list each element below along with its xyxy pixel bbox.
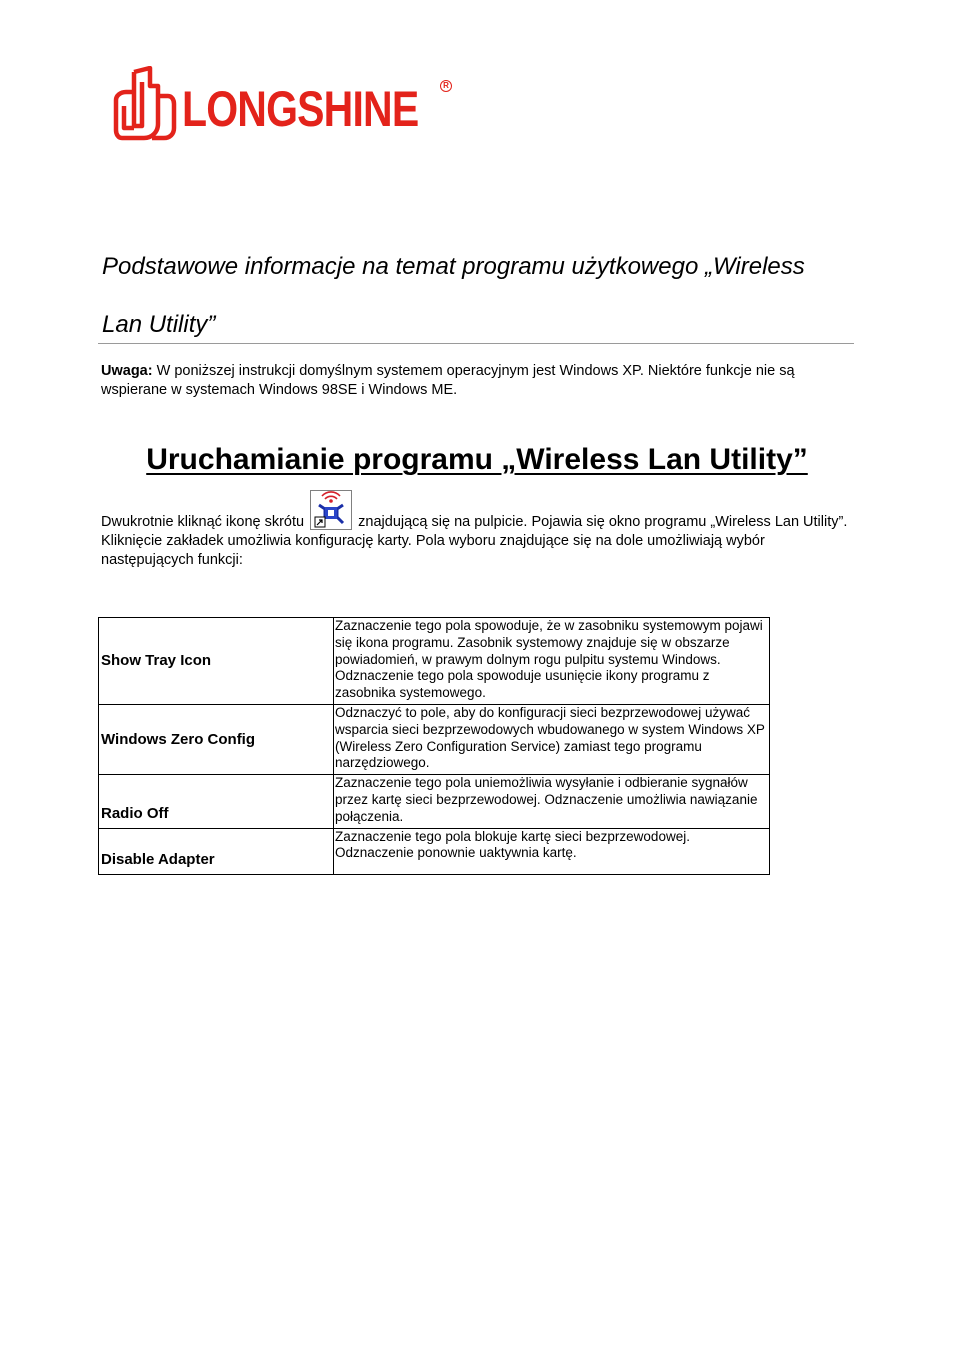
longshine-emblem-icon [112,66,178,146]
document-subtitle [102,238,862,354]
logo-wordmark: LONGSHINE [182,81,419,137]
section-heading [0,440,954,480]
wireless-utility-shortcut-icon [310,490,352,530]
feature-description: Odznaczyć to pole, aby do konfiguracji sieci bezprzewodowej używać wsparcia sieci bezprzewodowych wbudowanego w system Windows XP (Wireless Zero Configuration Service) zamiast tego programu narzędziowego. [334,704,770,774]
feature-name: Radio Off [99,775,334,828]
longshine-logo [112,66,457,146]
feature-name: Show Tray Icon [99,618,334,705]
table-row [99,775,770,828]
intro-text-after-icon: znajdującą się na pulpicie. Pojawia się okno programu „Wireless Lan Utility”. [354,514,848,530]
feature-name: Windows Zero Config [99,704,334,774]
subtitle-line-2: Lan Utility” [102,311,216,338]
subtitle-line-1: Podstawowe informacje na temat programu użytkowego „Wireless [102,253,805,280]
table-row [99,704,770,774]
intro-text-line-2: Kliknięcie zakładek umożliwia konfigurację karty. Pola wyboru znajdujące się na dole umożliwiają wybór następujących funkcji: [101,533,765,568]
horizontal-divider [98,343,854,344]
feature-description: Zaznaczenie tego pola spowoduje, że w zasobniku systemowym pojawi się ikona programu. Zasobnik systemowy znajduje się w obszarze powiadomień, w prawym dolnym rogu pulpitu systemu Windows. Odznaczenie tego pola spowoduje usunięcie ikony programu z zasobnika systemowego. [334,618,770,705]
intro-text-before-icon: Dwukrotnie kliknąć ikonę skrótu [101,514,305,530]
note-label: Uwaga: [101,363,153,379]
section-heading-text: Uruchamianie programu „Wireless Lan Utility” [146,443,808,476]
features-table [98,617,770,875]
note-text: W poniższej instrukcji domyślnym systemem operacyjnym jest Windows XP. Niektóre funkcje nie są wspierane w systemach Windows 98SE i Windows ME. [101,363,795,398]
note-paragraph [101,362,861,400]
table-row [99,828,770,874]
table-row [99,618,770,705]
intro-paragraph [101,512,861,570]
feature-description: Zaznaczenie tego pola uniemożliwia wysyłanie i odbieranie sygnałów przez kartę sieci bezprzewodowej. Odznaczenie umożliwia nawiązanie połączenia. [334,775,770,828]
feature-name: Disable Adapter [99,828,334,874]
feature-description: Zaznaczenie tego pola blokuje kartę sieci bezprzewodowej. Odznaczenie ponownie uaktywnia kartę. [334,828,770,874]
registered-mark: R [440,80,452,92]
